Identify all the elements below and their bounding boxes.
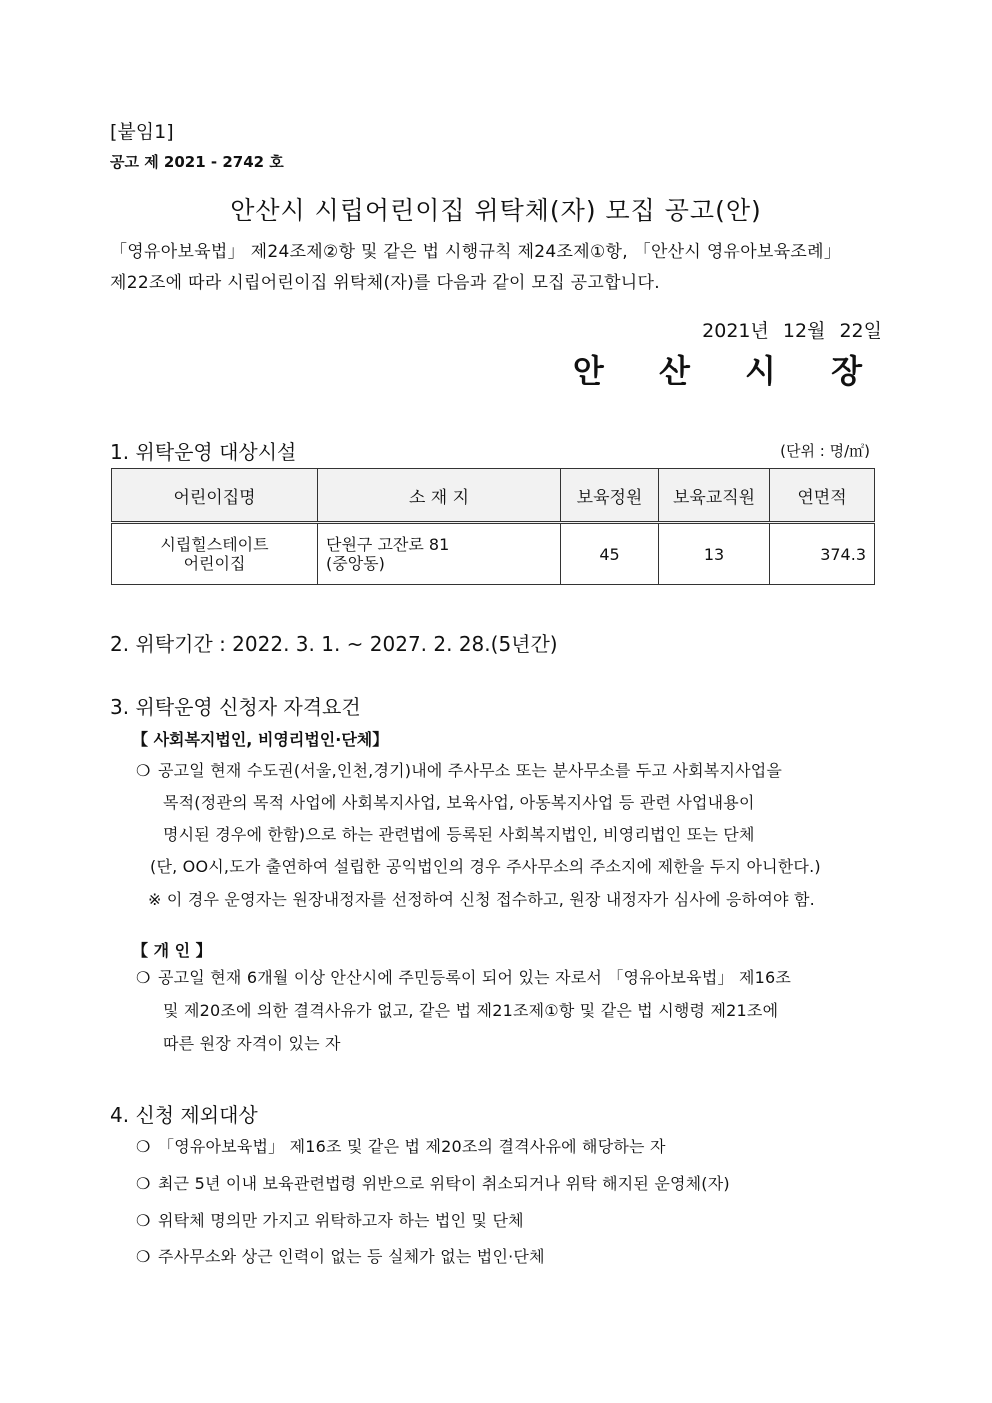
section2-heading: 2. 위탁기간 : 2022. 3. 1. ~ 2027. 2. 28.(5년간) (110, 632, 558, 656)
individual-label: 【 개 인 】 (132, 941, 212, 960)
individual-item (136, 965, 791, 988)
exclusion-item (136, 1171, 730, 1194)
section4-heading: 4. 신청 제외대상 (110, 1103, 258, 1127)
corp-item (136, 758, 782, 781)
corp-note: ※ 이 경우 운영자는 원장내정자를 선정하여 신청 접수하고, 원장 내정자가 심사에 응하여야 함. (148, 890, 815, 909)
circle-bullet-icon: ❍ (136, 968, 151, 987)
intro-line-2: 제22조에 따라 시립어린이집 위탁체(자)를 다음과 같이 모집 공고합니다. (110, 273, 660, 293)
exclusion-item (136, 1208, 524, 1231)
cell-facility-name (112, 523, 318, 585)
individual-line-3: 따른 원장 자격이 있는 자 (163, 1034, 341, 1053)
circle-bullet-icon: ❍ (136, 1247, 151, 1266)
exclusion-item (136, 1244, 545, 1267)
corp-label: 【 사회복지법인, 비영리법인·단체】 (132, 730, 389, 749)
cell-area: 374.3 (770, 523, 875, 585)
section1-heading: 1. 위탁운영 대상시설 (110, 440, 297, 464)
notice-date: 2021년 12월 22일 (702, 320, 882, 342)
corp-line-3: 명시된 경우에 한함)으로 하는 관련법에 등록된 사회복지법인, 비영리법인 또는 단체 (163, 825, 755, 844)
address-line1: 단원구 고잔로 81 (326, 535, 450, 554)
circle-bullet-icon: ❍ (136, 1174, 151, 1193)
col-header-area: 연면적 (770, 469, 875, 523)
attachment-label: [붙임1] (110, 121, 174, 143)
unit-label: (단위 : 명/㎡) (780, 442, 870, 460)
corp-line-2: 목적(정관의 목적 사업에 사회복지사업, 보육사업, 아동복지사업 등 관련 사업내용이 (163, 793, 755, 812)
exclusion-item (136, 1134, 666, 1157)
individual-line-1: 공고일 현재 6개월 이상 안산시에 주민등록이 되어 있는 자로서 「영유아보육법」 제16조 (158, 968, 792, 987)
table-row (112, 523, 875, 585)
exclusion-text-2: 최근 5년 이내 보육관련법령 위반으로 위탁이 취소되거나 위탁 해지된 운영체(자) (158, 1174, 730, 1193)
cell-capacity: 45 (561, 523, 659, 585)
col-header-name: 어린이집명 (112, 469, 318, 523)
circle-bullet-icon: ❍ (136, 1137, 151, 1156)
facility-name-line2: 어린이집 (183, 554, 246, 573)
address-line2: (중앙동) (326, 554, 385, 573)
cell-address (318, 523, 561, 585)
table-header-row (112, 469, 875, 523)
page-title: 안산시 시립어린이집 위탁체(자) 모집 공고(안) (230, 196, 762, 225)
col-header-staff: 보육교직원 (659, 469, 770, 523)
facility-table (111, 468, 875, 585)
exclusion-text-4: 주사무소와 상근 인력이 없는 등 실체가 없는 법인·단체 (158, 1247, 545, 1266)
section3-heading: 3. 위탁운영 신청자 자격요건 (110, 695, 361, 719)
notice-number: 공고 제 2021 - 2742 호 (110, 153, 284, 171)
corp-line-1: 공고일 현재 수도권(서울,인천,경기)내에 주사무소 또는 분사무소를 두고 사회복지사업을 (158, 761, 783, 780)
col-header-address: 소 재 지 (318, 469, 561, 523)
issuer-name: 안 산 시 장 (572, 352, 884, 390)
intro-line-1: 「영유아보육법」 제24조제②항 및 같은 법 시행규칙 제24조제①항, 「안산시 영유아보육조례」 (110, 242, 842, 262)
circle-bullet-icon: ❍ (136, 1211, 151, 1230)
corp-line-4: (단, OO시,도가 출연하여 설립한 공익법인의 경우 주사무소의 주소지에 제한을 두지 아니한다.) (150, 857, 821, 876)
col-header-capacity: 보육정원 (561, 469, 659, 523)
individual-line-2: 및 제20조에 의한 결격사유가 없고, 같은 법 제21조제①항 및 같은 법 시행령 제21조에 (163, 1001, 779, 1020)
cell-staff: 13 (659, 523, 770, 585)
exclusion-text-1: 「영유아보육법」 제16조 및 같은 법 제20조의 결격사유에 해당하는 자 (158, 1137, 666, 1156)
exclusion-text-3: 위탁체 명의만 가지고 위탁하고자 하는 법인 및 단체 (158, 1211, 524, 1230)
facility-name-line1: 시립힐스테이트 (160, 535, 269, 554)
circle-bullet-icon: ❍ (136, 761, 151, 780)
